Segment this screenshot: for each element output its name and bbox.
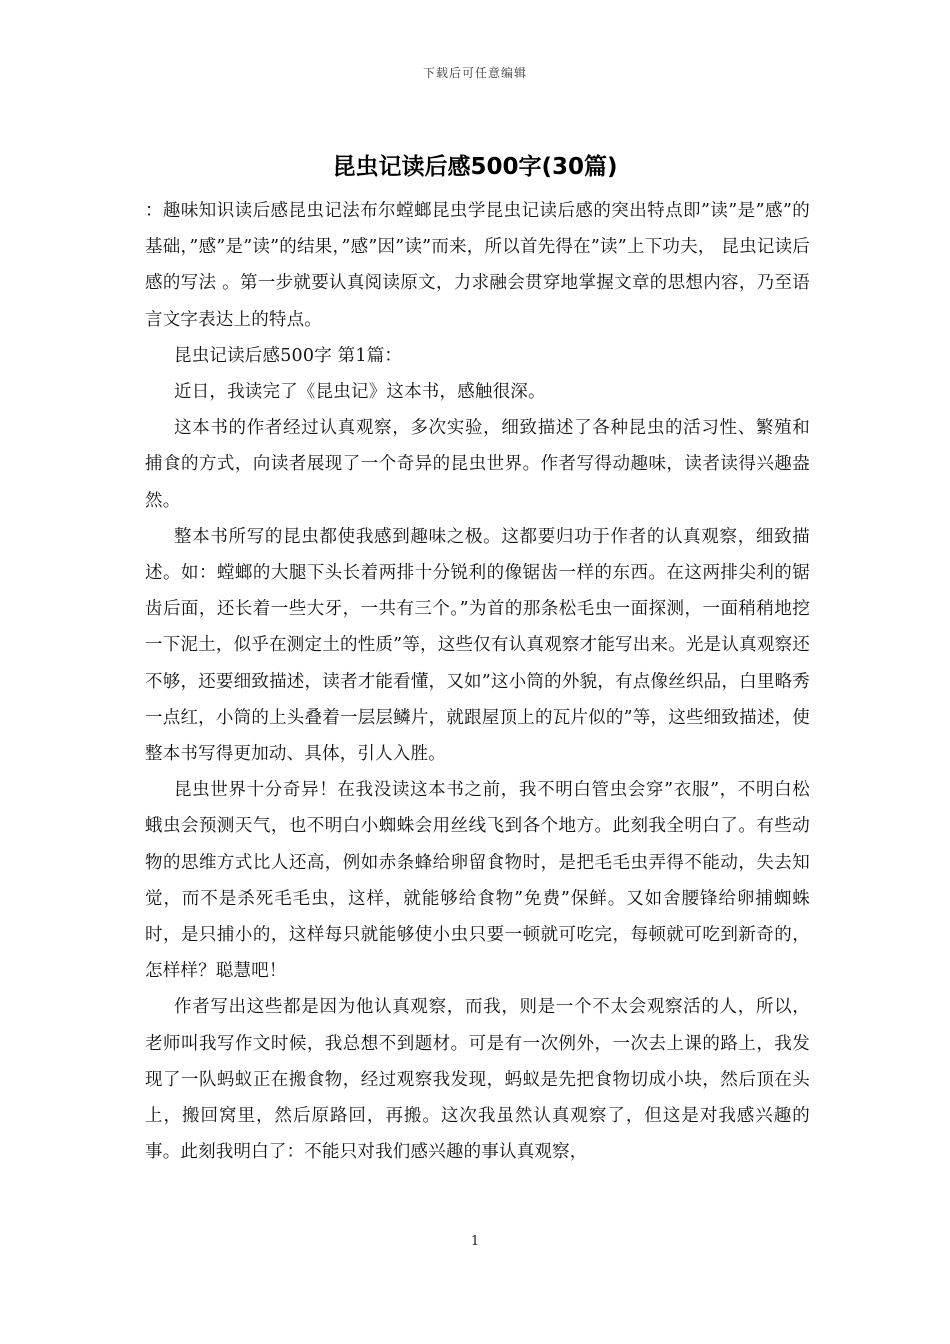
- intro-paragraph: ：趣味知识读后感昆虫记法布尔螳螂昆虫学昆虫记读后感的突出特点即”读”是”感”的基础，”感”是”读”的结果，”感”因”读”而来，所以首先得在”读”上下功夫， 昆虫记读后感的写法 。第一步就要认真阅读原文，力求融会贯穿地掌握文章的思想内容，乃至语言文字表达上的特点。: [145, 201, 810, 330]
- body-paragraph-3: 整本书所写的昆虫都使我感到趣味之极。这都要归功于作者的认真观察，细致描述。如：螳螂的大腿下头长着两排十分锐利的像锯齿一样的东西。在这两排尖利的锯齿后面，还长着一些大牙，一共有三个。”为首的那条松毛虫一面探测，一面稍稍地挖一下泥土，似乎在测定土的性质”等，这些仅有认真观察才能写出来。光是认真观察还不够，还要细致描述，读者才能看懂，又如”这小筒的外貌，有点像丝织品，白里略秀一点红，小筒的上头叠着一层层鳞片，就跟屋顶上的瓦片似的”等，这些细致描述，使整本书写得更加动、具体，引人入胜。: [145, 526, 810, 765]
- header-note: 下载后可任意编辑: [422, 66, 527, 80]
- body-paragraph-4: 昆虫世界十分奇异！在我没读这本书之前，我不明白管虫会穿”衣服”，不明白松蛾虫会预测天气，也不明白小蜘蛛会用丝线飞到各个地方。此刻我全明白了。有些动物的思维方式比人还高，例如赤条蜂给卵留食物时，是把毛毛虫弄得不能动，失去知觉，而不是杀死毛毛虫，这样，就能够给食物”免费”保鲜。又如舍腰锋给卵捕蜘蛛时，是只捕小的，这样每只就能够使小虫只要一顿就可吃完，每顿就可吃到新奇的，怎样样？聪慧吧！: [145, 780, 810, 982]
- body-paragraph-5: 作者写出这些都是因为他认真观察，而我，则是一个不太会观察活的人，所以，老师叫我写作文时候，我总想不到题材。可是有一次例外，一次去上课的路上，我发现了一队蚂蚁正在搬食物，经过观察我发现，蚂蚁是先把食物切成小块，然后顶在头上，搬回窝里，然后原路回，再搬。这次我虽然认真观察了，但这是对我感兴趣的事。此刻我明白了：不能只对我们感兴趣的事认真观察，: [145, 997, 810, 1163]
- body-paragraph-2: 这本书的作者经过认真观察，多次实验，细致描述了各种昆虫的活习性、繁殖和捕食的方式，向读者展现了一个奇异的昆虫世界。作者写得动趣味，读者读得兴趣盎然。: [145, 418, 810, 511]
- document-body: [145, 193, 810, 1170]
- section-heading: 昆虫记读后感500字 第1篇：: [174, 345, 403, 366]
- body-paragraph-1: 近日，我读完了《昆虫记》这本书，感触很深。: [174, 382, 546, 403]
- page-number: 1: [470, 1234, 480, 1249]
- document-title: 昆虫记读后感500字(30篇): [332, 154, 618, 180]
